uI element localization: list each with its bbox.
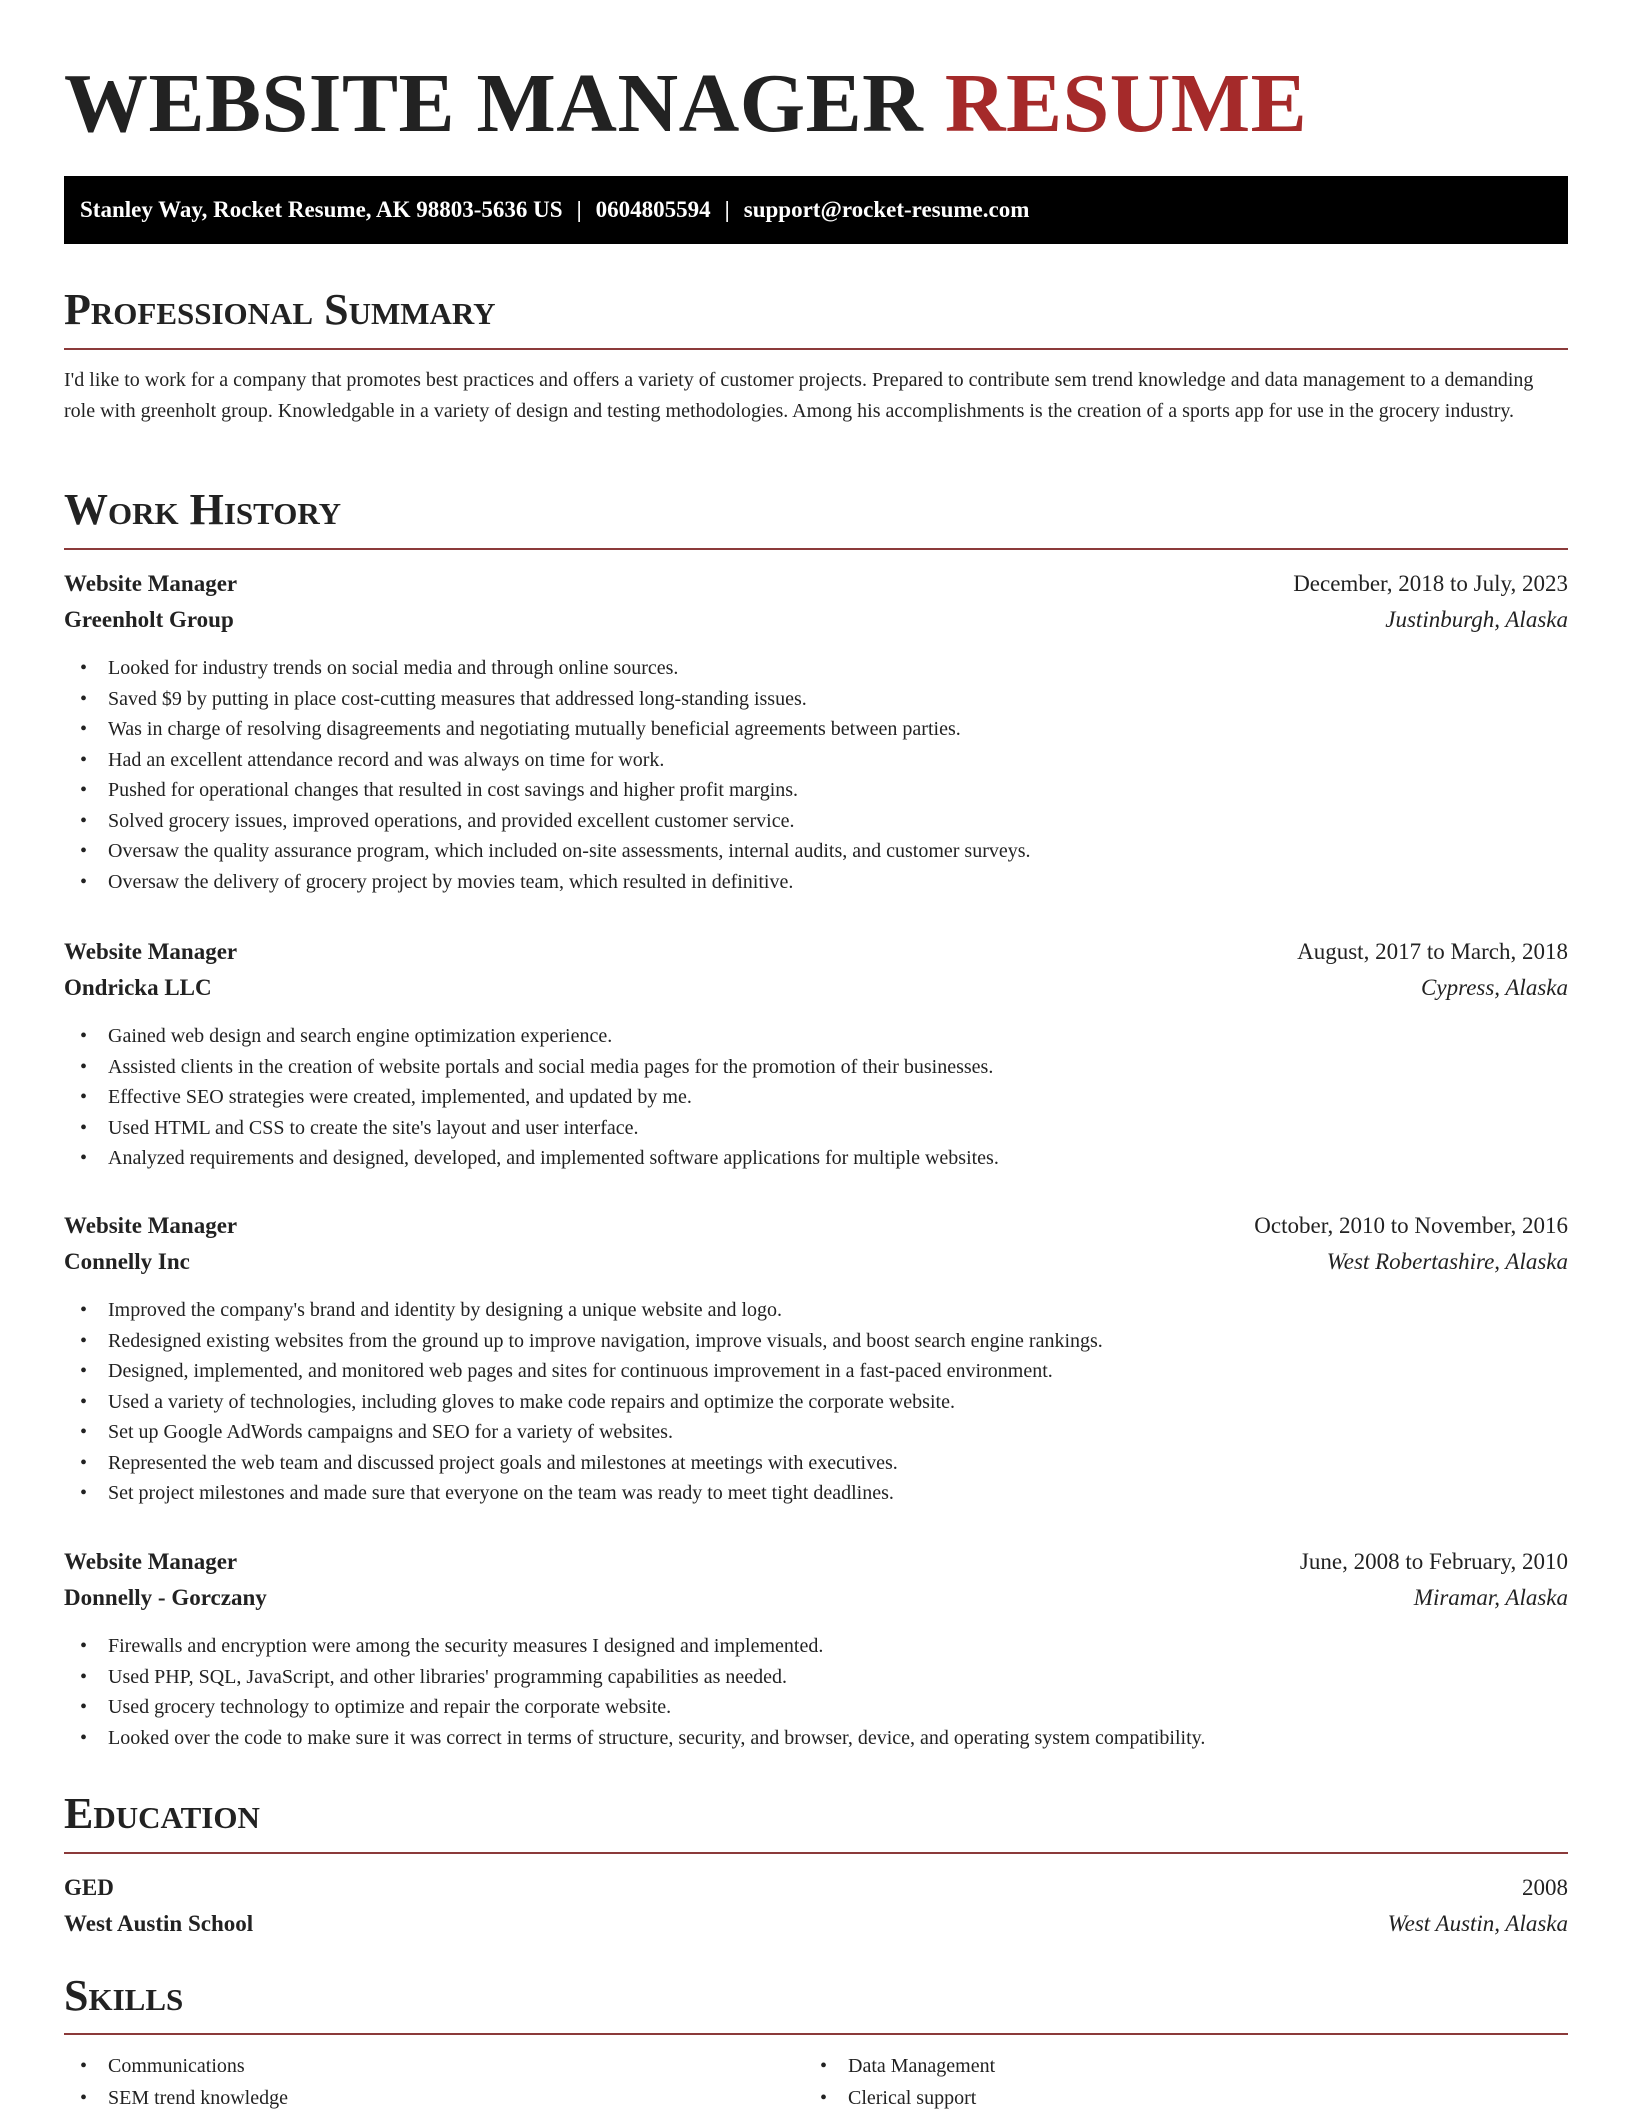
section-divider (64, 1852, 1568, 1854)
skill-item: • Clerical support (804, 2082, 1564, 2114)
job-bullet: • Saved $9 by putting in place cost-cutting measures that addressed long-standing issues. (64, 684, 1031, 715)
job-bullet: • Gained web design and search engine optimization experience. (64, 1021, 999, 1052)
education-header-row (64, 1872, 1568, 1904)
resume-title (64, 56, 1307, 152)
job-title: Website Manager (64, 1549, 238, 1574)
job-title: Website Manager (64, 1213, 238, 1238)
job-bullet: • Set up Google AdWords campaigns and SEO for a variety of websites. (64, 1417, 1103, 1448)
section-divider (64, 2033, 1568, 2035)
contact-phone: 0604805594 (595, 197, 711, 222)
contact-bar (64, 176, 1568, 244)
job-company-row (64, 604, 1568, 636)
education-school-row (64, 1908, 1568, 1940)
title-accent: RESUME (944, 57, 1308, 150)
job-dates: December, 2018 to July, 2023 (1293, 571, 1568, 596)
job-bullet-list (64, 1631, 1205, 1753)
job-bullet: • Redesigned existing websites from the ground up to improve navigation, improve visuals, and boost search engine rankings. (64, 1326, 1103, 1357)
job-bullet: • Had an excellent attendance record and was always on time for work. (64, 745, 1031, 776)
job-bullet-list (64, 1295, 1103, 1509)
section-title-summary: Professional Summary (64, 285, 496, 334)
job-header-row (64, 1210, 1568, 1242)
job-bullet: • Set project milestones and made sure that everyone on the team was ready to meet tight deadlines. (64, 1478, 1103, 1509)
job-title: Website Manager (64, 939, 238, 964)
job-bullet: • Improved the company's brand and identity by designing a unique website and logo. (64, 1295, 1103, 1326)
contact-separator: | (576, 197, 582, 222)
job-bullet: • Pushed for operational changes that resulted in cost savings and higher profit margins. (64, 775, 1031, 806)
job-location: Justinburgh, Alaska (1385, 607, 1568, 632)
section-title-skills: Skills (64, 1971, 184, 2020)
summary-text: I'd like to work for a company that promotes best practices and offers a variety of customer projects. Prepared to contribute sem trend knowledge and data management to a demanding role with greenholt group. Knowledgable in a variety of design and testing methodologies. Among his accomplishments is the creation of a sports app for use in the grocery industry. (64, 369, 1534, 422)
section-divider (64, 348, 1568, 350)
job-location: West Robertashire, Alaska (1326, 1249, 1568, 1274)
section-title-work: Work History (64, 485, 342, 534)
job-bullet: • Assisted clients in the creation of website portals and social media pages for the promotion of their businesses. (64, 1052, 999, 1083)
job-bullet: • Was in charge of resolving disagreements and negotiating mutually beneficial agreements between parties. (64, 714, 1031, 745)
job-company-row (64, 1582, 1568, 1614)
job-bullet: • Looked over the code to make sure it was correct in terms of structure, security, and browser, device, and operating system compatibility. (64, 1723, 1205, 1754)
job-company: Connelly Inc (64, 1249, 190, 1274)
education-degree: GED (64, 1875, 114, 1900)
section-title-education: Education (64, 1789, 260, 1838)
job-header-row (64, 568, 1568, 600)
job-company-row (64, 1246, 1568, 1278)
job-dates: June, 2008 to February, 2010 (1299, 1549, 1568, 1574)
skills-list-left (64, 2050, 804, 2114)
job-bullet: • Used HTML and CSS to create the site's layout and user interface. (64, 1113, 999, 1144)
contact-address: Stanley Way, Rocket Resume, AK 98803-5636 US (80, 197, 563, 222)
job-header-row (64, 1546, 1568, 1578)
job-title: Website Manager (64, 571, 238, 596)
contact-separator: | (724, 197, 730, 222)
job-bullet: • Effective SEO strategies were created, implemented, and updated by me. (64, 1082, 999, 1113)
job-bullet: • Looked for industry trends on social media and through online sources. (64, 653, 1031, 684)
education-location: West Austin, Alaska (1387, 1911, 1568, 1936)
job-bullet: • Used PHP, SQL, JavaScript, and other libraries' programming capabilities as needed. (64, 1662, 1205, 1693)
education-year: 2008 (1522, 1875, 1568, 1900)
job-bullet: • Designed, implemented, and monitored web pages and sites for continuous improvement in a fast-paced environment. (64, 1356, 1103, 1387)
job-company: Donnelly - Gorczany (64, 1585, 267, 1610)
job-dates: October, 2010 to November, 2016 (1254, 1213, 1568, 1238)
job-company-row (64, 972, 1568, 1004)
job-company: Ondricka LLC (64, 975, 212, 1000)
job-header-row (64, 936, 1568, 968)
skill-item: • SEM trend knowledge (64, 2082, 804, 2114)
job-bullet-list (64, 653, 1031, 897)
job-location: Cypress, Alaska (1421, 975, 1568, 1000)
job-bullet: • Analyzed requirements and designed, developed, and implemented software applications for multiple websites. (64, 1143, 999, 1174)
education-school: West Austin School (64, 1911, 254, 1936)
skills-list-right (804, 2050, 1564, 2114)
job-bullet: • Used grocery technology to optimize and repair the corporate website. (64, 1692, 1205, 1723)
job-dates: August, 2017 to March, 2018 (1297, 939, 1568, 964)
skill-item: • Data Management (804, 2050, 1564, 2082)
job-bullet: • Firewalls and encryption were among the security measures I designed and implemented. (64, 1631, 1205, 1662)
job-company: Greenholt Group (64, 607, 234, 632)
job-bullet: • Used a variety of technologies, including gloves to make code repairs and optimize the corporate website. (64, 1387, 1103, 1418)
contact-email: support@rocket-resume.com (743, 197, 1030, 222)
job-bullet: • Represented the web team and discussed project goals and milestones at meetings with executives. (64, 1448, 1103, 1479)
job-bullet-list (64, 1021, 999, 1174)
job-bullet: • Oversaw the quality assurance program, which included on-site assessments, internal audits, and customer surveys. (64, 836, 1031, 867)
skill-item: • Communications (64, 2050, 804, 2082)
job-bullet: • Solved grocery issues, improved operations, and provided excellent customer service. (64, 806, 1031, 837)
job-location: Miramar, Alaska (1413, 1585, 1568, 1610)
title-main: WEBSITE MANAGER (64, 57, 924, 150)
job-bullet: • Oversaw the delivery of grocery project by movies team, which resulted in definitive. (64, 867, 1031, 898)
section-divider (64, 548, 1568, 550)
